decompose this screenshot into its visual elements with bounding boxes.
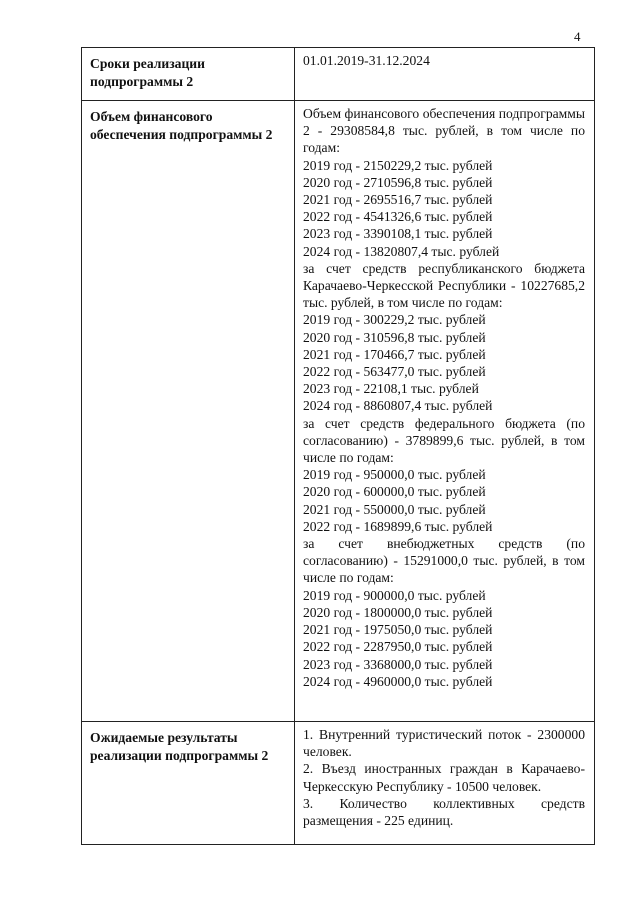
value-line: 2019 год - 950000,0 тыс. рублей	[303, 467, 486, 483]
row-label: Объем финансового обеспечения подпрограммы 2	[90, 109, 273, 142]
value-line: 2019 год - 900000,0 тыс. рублей	[303, 587, 486, 603]
value-line: Объем финансового обеспечения подпрограммы 2 - 29308584,8 тыс. рублей, в том числе по годам:	[303, 106, 585, 156]
row-value	[295, 101, 594, 690]
table-row	[82, 48, 595, 101]
value-line: 2022 год - 4541326,6 тыс. рублей	[303, 209, 493, 225]
value-line: 01.01.2019-31.12.2024	[303, 53, 430, 68]
value-line: 2023 год - 3368000,0 тыс. рублей	[303, 656, 493, 672]
table-row	[82, 101, 595, 722]
row-label-cell	[82, 722, 295, 845]
value-line: 2021 год - 170466,7 тыс. рублей	[303, 346, 486, 362]
value-line: за счет средств федерального бюджета (по согласованию) - 3789899,6 тыс. рублей, в том числе по годам:	[303, 415, 585, 466]
value-line: 2020 год - 310596,8 тыс. рублей	[303, 329, 486, 345]
row-label-cell	[82, 48, 295, 101]
value-line: 1. Внутренний туристический поток - 2300000 человек.	[303, 727, 585, 760]
passport-table	[81, 47, 595, 845]
value-line: 2022 год - 1689899,6 тыс. рублей	[303, 518, 493, 534]
value-line: 2020 год - 1800000,0 тыс. рублей	[303, 604, 493, 620]
value-line: за счет внебюджетных средств (по согласованию) - 15291000,0 тыс. рублей, в том числе по годам:	[303, 536, 585, 586]
row-label: Сроки реализации подпрограммы 2	[90, 56, 205, 89]
row-value-cell	[295, 48, 595, 101]
row-label-cell	[82, 101, 295, 722]
value-line: 2023 год - 22108,1 тыс. рублей	[303, 381, 479, 397]
value-line: 3. Количество коллективных средств размещения - 225 единиц.	[303, 795, 585, 829]
row-value	[295, 48, 594, 69]
value-line: 2022 год - 2287950,0 тыс. рублей	[303, 639, 493, 655]
value-line: за счет средств республиканского бюджета Карачаево-Черкесской Республики - 10227685,2 тыс. рублей, в том числе по годам:	[303, 260, 585, 311]
value-line: 2019 год - 2150229,2 тыс. рублей	[303, 157, 493, 173]
row-value	[295, 722, 594, 829]
row-label: Ожидаемые результаты реализации подпрограммы 2	[90, 730, 269, 763]
row-value-cell	[295, 101, 595, 722]
value-line: 2021 год - 1975050,0 тыс. рублей	[303, 622, 493, 638]
value-line: 2024 год - 4960000,0 тыс. рублей	[303, 673, 493, 689]
value-line: 2022 год - 563477,0 тыс. рублей	[303, 364, 486, 380]
page-number: 4	[574, 29, 581, 44]
value-line: 2024 год - 13820807,4 тыс. рублей	[303, 243, 500, 259]
value-line: 2019 год - 300229,2 тыс. рублей	[303, 312, 486, 328]
value-line: 2021 год - 550000,0 тыс. рублей	[303, 501, 486, 517]
value-line: 2020 год - 600000,0 тыс. рублей	[303, 484, 486, 500]
value-line: 2020 год - 2710596,8 тыс. рублей	[303, 174, 493, 190]
table-row	[82, 722, 595, 845]
row-value-cell	[295, 722, 595, 845]
value-line: 2023 год - 3390108,1 тыс. рублей	[303, 226, 493, 242]
value-line: 2021 год - 2695516,7 тыс. рублей	[303, 192, 493, 208]
value-line: 2024 год - 8860807,4 тыс. рублей	[303, 398, 493, 414]
value-line: 2. Въезд иностранных граждан в Карачаево-Черкесскую Республику - 10500 человек.	[303, 761, 585, 794]
